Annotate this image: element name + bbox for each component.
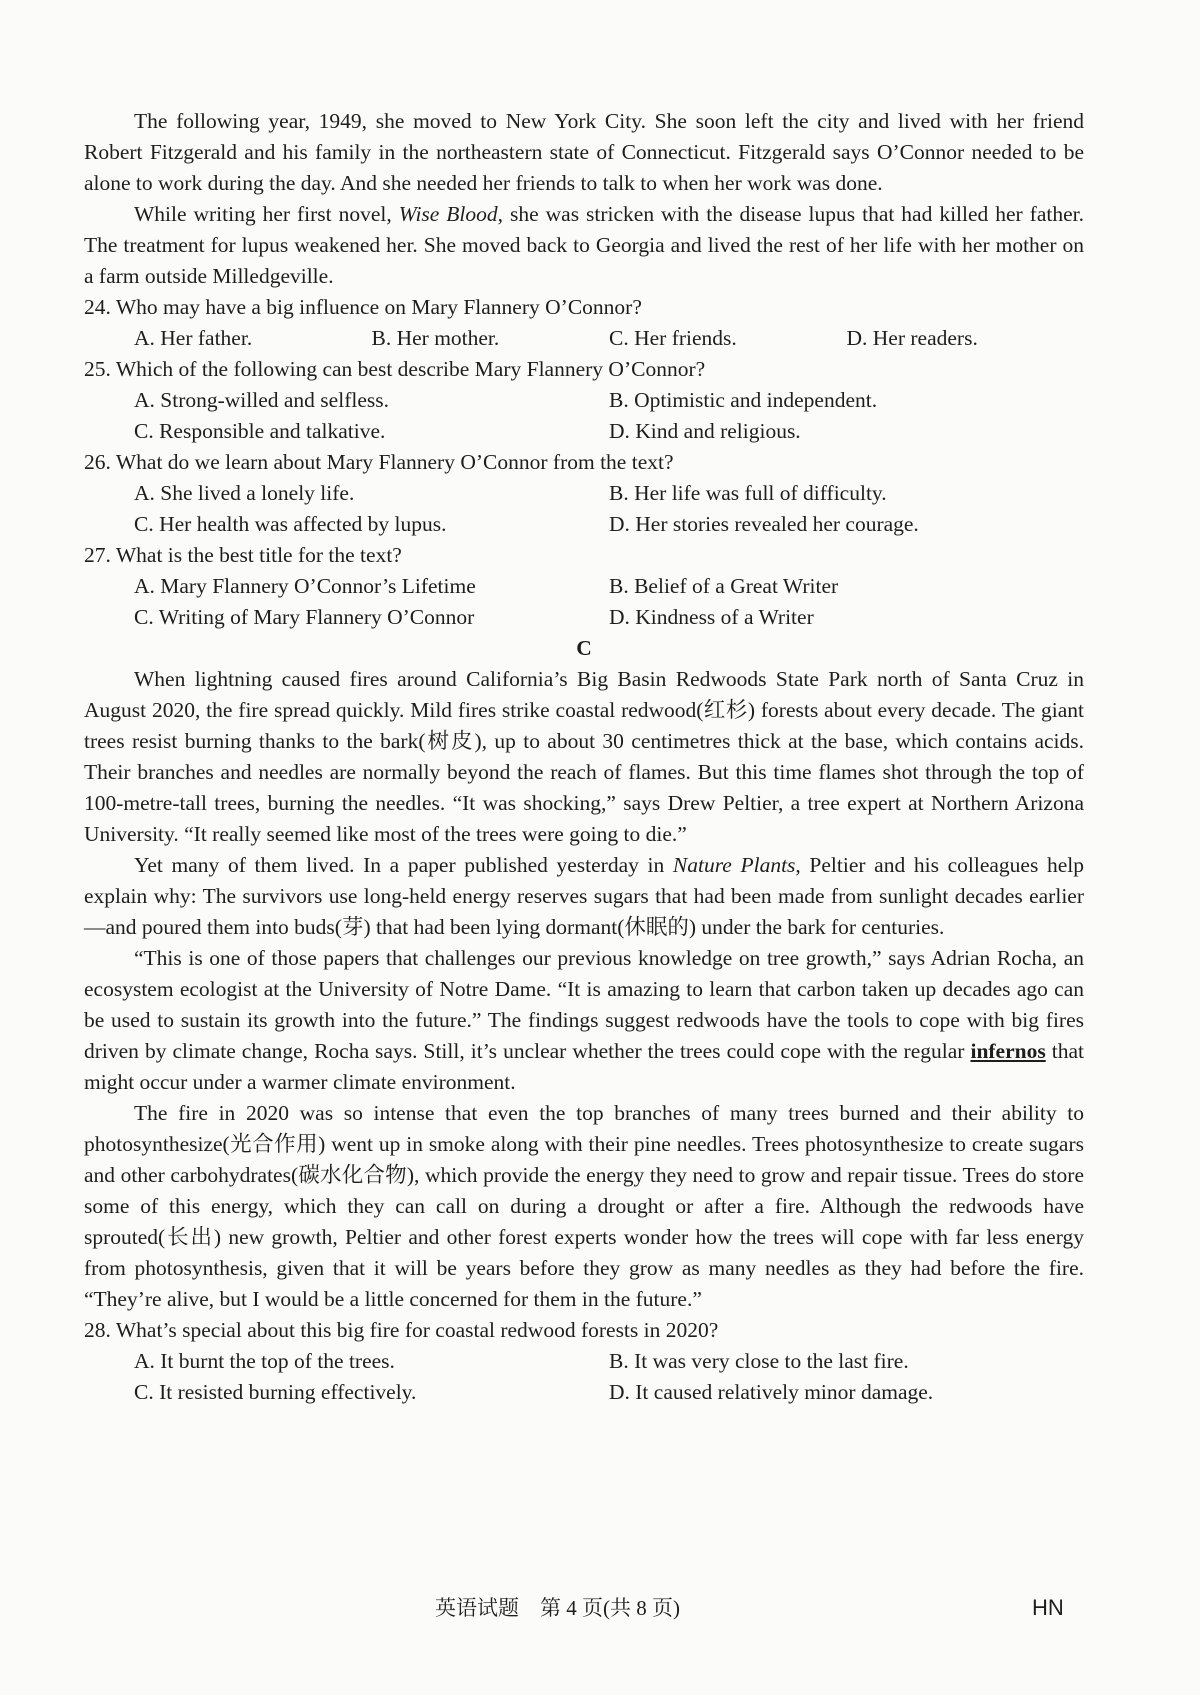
text-run: “This is one of those papers that challenges our previous knowledge on tree growth,” says Adrian Rocha, an ecosystem ecologist at the University of Notre Dame. “It is amazing to learn that carbon taken up decades ago can be used to sustain its growth into the future.” The findings suggest redwoods have the tools to cope with big fires driven by climate change, Rocha says. Still, it’s unclear whether the trees could cope with the regular — [84, 946, 1084, 1063]
option-c[interactable]: C. Her health was affected by lupus. — [134, 512, 447, 536]
question-stem: 26. What do we learn about Mary Flannery O’Connor from the text? — [84, 450, 674, 474]
text-run: , she was stricken with the disease lupus that had killed her father. The treatment for lupus weakened her. She moved back to Georgia and lived the rest of her life with her mother on a farm outside Milledgeville. — [84, 202, 1084, 288]
option-d[interactable]: D. Her readers. — [846, 326, 978, 350]
option-c[interactable]: C. Responsible and talkative. — [134, 419, 386, 443]
option-b[interactable]: B. It was very close to the last fire. — [609, 1349, 909, 1373]
question-stem: 24. Who may have a big influence on Mary Flannery O’Connor? — [84, 295, 642, 319]
option-b[interactable]: B. Belief of a Great Writer — [609, 574, 839, 598]
question-stem: 25. Which of the following can best describe Mary Flannery O’Connor? — [84, 357, 706, 381]
exam-code: HN — [1032, 1595, 1064, 1620]
passage-paragraph — [84, 850, 1084, 943]
option-c[interactable]: C. Writing of Mary Flannery O’Connor — [134, 605, 475, 629]
journal-title: Nature Plants — [672, 853, 796, 877]
option-a[interactable]: A. Mary Flannery O’Connor’s Lifetime — [134, 574, 476, 598]
question-stem: 28. What’s special about this big fire for coastal redwood forests in 2020? — [84, 1318, 719, 1342]
page-number-label: 英语试题 第 4 页(共 8 页) — [435, 1596, 680, 1620]
options-row — [84, 1346, 1084, 1377]
options-row — [84, 416, 1084, 447]
options-row — [84, 571, 1084, 602]
option-a[interactable]: A. It burnt the top of the trees. — [134, 1349, 395, 1373]
options-row — [84, 1377, 1084, 1408]
options-row — [84, 478, 1084, 509]
passage-paragraph: When lightning caused fires around California’s Big Basin Redwoods State Park north of Santa Cruz in August 2020, the fire spread quickly. Mild fires strike coastal redwood(红杉) forests about every decade. The giant trees resist burning thanks to the bark(树皮), up to about 30 centimetres thick at the base, which contains acids. Their branches and needles are normally beyond the reach of flames. But this time flames shot through the top of 100-metre-tall trees, burning the needles. “It was shocking,” says Drew Peltier, a tree expert at Northern Arizona University. “It really seemed like most of the trees were going to die.” — [84, 667, 1084, 846]
text-run: , Peltier and his colleagues help explain why: The survivors use long-held energy reserves sugars that had been made from sunlight decades earlier—and poured them into buds(芽) that had been lying dormant(休眠的) under the bark for centuries. — [84, 853, 1084, 939]
option-a[interactable]: A. She lived a lonely life. — [134, 481, 355, 505]
text-run: Yet many of them lived. In a paper published yesterday in — [134, 853, 673, 877]
options-row — [84, 385, 1084, 416]
novel-title: Wise Blood — [398, 202, 498, 226]
option-d[interactable]: D. Kind and religious. — [609, 419, 801, 443]
option-d[interactable]: D. Kindness of a Writer — [609, 605, 814, 629]
section-heading: C — [576, 636, 592, 660]
passage-paragraph: The fire in 2020 was so intense that even the top branches of many trees burned and their ability to photosynthesize(光合作用) went up in smoke along with their pine needles. Trees photosynthesize to create sugars and other carbohydrates(碳水化合物), which provide the energy they need to grow and repair tissue. Trees do store some of this energy, which they can call on during a drought or after a fire. Although the redwoods have sprouted(长出) new growth, Peltier and other forest experts wonder how the trees will cope with far less energy from photosynthesis, given that it will be years before they grow as many needles as they had before the fire. “They’re alive, but I would be a little concerned for them in the future.” — [84, 1101, 1084, 1311]
passage-paragraph — [84, 943, 1084, 1098]
option-c[interactable]: C. It resisted burning effectively. — [134, 1380, 417, 1404]
page-content — [84, 106, 1084, 1408]
passage-paragraph — [84, 199, 1084, 292]
option-a[interactable]: A. Strong-willed and selfless. — [134, 388, 389, 412]
question-stem: 27. What is the best title for the text? — [84, 543, 402, 567]
option-a[interactable]: A. Her father. — [134, 326, 253, 350]
passage-paragraph: The following year, 1949, she moved to New York City. She soon left the city and lived with her friend Robert Fitzgerald and his family in the northeastern state of Connecticut. Fitzgerald says O’Connor needed to be alone to work during the day. And she needed her friends to talk to when her work was done. — [84, 109, 1084, 195]
options-row — [84, 323, 1084, 354]
option-d[interactable]: D. It caused relatively minor damage. — [609, 1380, 934, 1404]
option-b[interactable]: B. Her mother. — [371, 326, 500, 350]
options-row — [84, 509, 1084, 540]
option-d[interactable]: D. Her stories revealed her courage. — [609, 512, 919, 536]
options-row — [84, 602, 1084, 633]
option-b[interactable]: B. Her life was full of difficulty. — [609, 481, 887, 505]
underlined-keyword: infernos — [970, 1039, 1046, 1063]
text-run: that might occur under a warmer climate environment. — [84, 1039, 1084, 1094]
text-run: While writing her first novel, — [134, 202, 399, 226]
option-c[interactable]: C. Her friends. — [609, 326, 737, 350]
option-b[interactable]: B. Optimistic and independent. — [609, 388, 878, 412]
